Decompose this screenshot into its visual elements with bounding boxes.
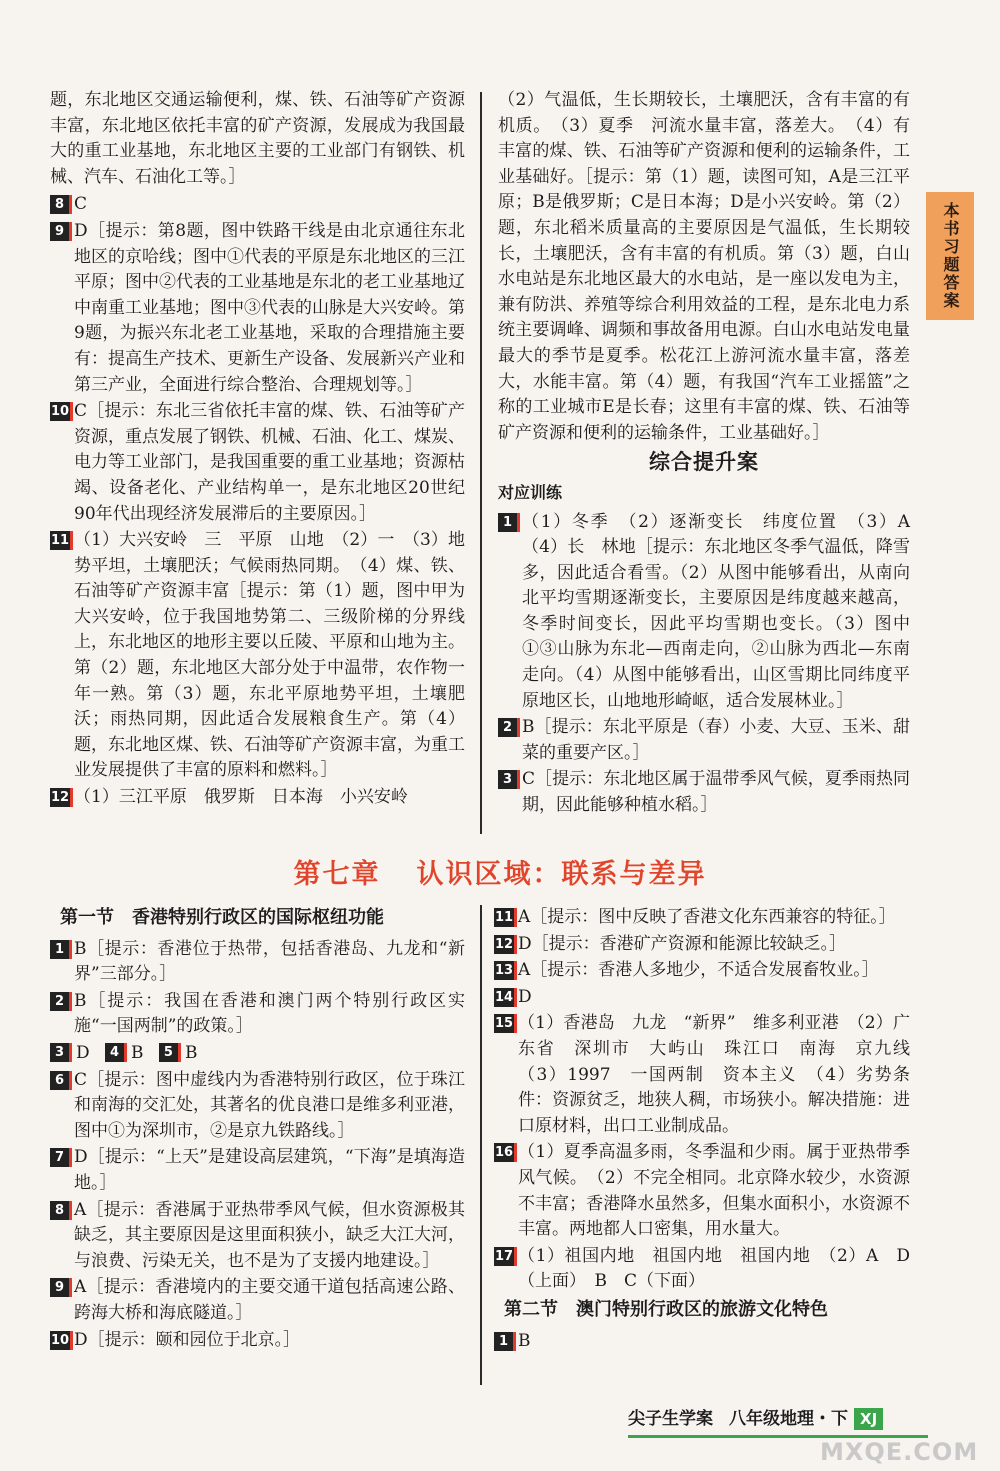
answer-item bbox=[50, 1275, 465, 1326]
answer-item bbox=[498, 510, 927, 715]
question-number: 12 bbox=[50, 788, 73, 807]
answer-text: D bbox=[76, 1042, 90, 1063]
answer-text: （1）夏季高温多雨，冬季温和少雨。属于亚热带季风气候。 （2）不完全相同。北京降水较少，水资源不丰富；香港降水虽然多，但集水面积小，水资源不丰富。两地都人口密集，用水量大。 bbox=[518, 1142, 910, 1240]
answer-text: A［提示：香港人多地少，不适合发展畜牧业。］ bbox=[518, 960, 879, 981]
section-heading: 第一节 香港特别行政区的国际枢纽功能 bbox=[60, 907, 384, 928]
answer-item bbox=[50, 1198, 465, 1275]
page-footer bbox=[628, 1404, 948, 1438]
question-number: 11 bbox=[494, 908, 517, 927]
question-number: 12 bbox=[494, 935, 517, 954]
question-number: 16 bbox=[494, 1143, 517, 1162]
answer-text: B［提示：我国在香港和澳门两个特别行政区实施“一国两制”的政策。］ bbox=[74, 990, 465, 1037]
answer-item bbox=[494, 1140, 910, 1242]
question-number: 1 bbox=[498, 513, 520, 532]
chapter-number: 第七章 bbox=[293, 859, 381, 890]
answer-item bbox=[494, 905, 910, 931]
answer-text: D bbox=[518, 986, 532, 1007]
answer-text: A［提示：香港境内的主要交通干道包括高速公路、跨海大桥和海底隧道。］ bbox=[74, 1277, 465, 1323]
answer-item bbox=[494, 958, 910, 984]
answer-text: A［提示：香港属于亚热带季风气候，但水资源极其缺乏，其主要原因是这里面积狭小，缺乏大江大河，与浪费、污染无关，也不是为了支援内地建设。］ bbox=[74, 1199, 465, 1271]
column-divider-top bbox=[480, 92, 482, 834]
question-number: 10 bbox=[50, 402, 73, 421]
section-title: 综合提升案 bbox=[649, 450, 759, 475]
answer-text: （1）大兴安岭 三 平原 山地 （2）一 （3）地势平坦，土壤肥沃；气候雨热同期。 （4）煤、铁、石油等矿产资源丰富［提示：第（1）题，图中甲为大兴安岭，位于我国地势第二、三级阶梯的分界线上，东北地区的地形主要以丘陵、平原和山地为主。第（2）题，东北地区大部分处于中温带，农作物一年一熟。第（3）题，东北平原地势平坦，土壤肥沃；雨热同期，因此适合发展粮食生产。第（4）题，东北地区煤、铁、石油等矿产资源丰富，为重工业发展提供了丰富的原料和燃料。］ bbox=[74, 530, 465, 781]
question-number: 5 bbox=[159, 1043, 181, 1062]
answer-text: B［提示：东北平原是（春）小麦、大豆、玉米、甜菜的重要产区。］ bbox=[522, 717, 910, 763]
answer-text: D［提示：香港矿产资源和能源比较缺乏。］ bbox=[518, 933, 847, 954]
question-number: 9 bbox=[50, 222, 72, 241]
answer-text: （1）冬季 （2）逐渐变长 纬度位置 （3）A （4）长 林地［提示：东北地区冬季气温低，降雪多，因此适合看雪。（2）从图中能够看出，从南向北平均雪期逐渐变长，主要原因是纬度越来越高，冬季时间变长，因此平均雪期也变长。（3）图中①③山脉为东北—西南走向，②山脉为西北—东南走向。（4）从图中能够看出，山区雪期比同纬度平原地区长，山地地形崎岖，适合发展林业。］ bbox=[522, 511, 927, 711]
question-number: 8 bbox=[50, 195, 72, 214]
answer-item bbox=[50, 219, 465, 398]
answer-item bbox=[494, 932, 910, 958]
answer-text: C［提示：图中虚线内为香港特别行政区，位于珠江和南海的交汇处，其著名的优良港口是维多利亚港，图中①为深圳市，②是京九铁路线。］ bbox=[74, 1069, 465, 1141]
answer-item bbox=[494, 985, 910, 1011]
section-heading: 第二节 澳门特别行政区的旅游文化特色 bbox=[504, 1298, 828, 1320]
question-number: 11 bbox=[50, 531, 73, 550]
answer-text: （1）香港岛 九龙 “新界” 维多利亚港 （2）广东省 深圳市 大屿山 珠江口 南海 京九线 （3）1997 一国两制 资本主义 （4）劣势条件：资源贫乏，地狭人稠，市场狭小。解决措施：进口原材料，出口工业制成品。 bbox=[518, 1013, 927, 1136]
answer-item bbox=[498, 767, 910, 818]
question-number: 2 bbox=[498, 718, 520, 737]
question-number: 9 bbox=[50, 1278, 72, 1297]
answer-text: B bbox=[131, 1042, 144, 1063]
question-number: 2 bbox=[50, 992, 72, 1011]
question-number: 13 bbox=[494, 961, 517, 980]
answer-item bbox=[494, 1011, 927, 1139]
chapter-title bbox=[0, 852, 1000, 891]
lower-right-column bbox=[494, 905, 927, 1355]
answer-item bbox=[50, 1145, 465, 1196]
answer-item bbox=[50, 528, 465, 784]
footer-brand: 尖子生学案 bbox=[628, 1409, 713, 1429]
question-number: 6 bbox=[50, 1071, 72, 1090]
answer-text: D［提示：“上天”是建设高层建筑，“下海”是填海造地。］ bbox=[74, 1147, 465, 1193]
question-number: 4 bbox=[105, 1043, 127, 1062]
continuation-text: 题，东北地区交通运输便利，煤、铁、石油等矿产资源丰富，东北地区依托丰富的矿产资源，发展成为我国最大的重工业基地，东北地区主要的工业部门有钢铁、机械、汽车、石油化工等。］ bbox=[50, 90, 465, 187]
footer-edition: XJ bbox=[854, 1408, 883, 1430]
answer-item bbox=[50, 937, 465, 988]
watermark: MXQE.COM bbox=[820, 1438, 979, 1466]
answer-item bbox=[50, 192, 465, 218]
question-number: 3 bbox=[498, 770, 520, 789]
answer-text: （1）三江平原 俄罗斯 日本海 小兴安岭 bbox=[74, 787, 408, 808]
footer-subject: 八年级地理・下 bbox=[729, 1409, 848, 1429]
upper-left-column bbox=[50, 88, 465, 812]
answer-item bbox=[50, 989, 465, 1040]
answer-text: B bbox=[184, 1042, 198, 1063]
answer-text: D［提示：第8题，图中铁路干线是由北京通往东北地区的京哈线；图中①代表的平原是东北地区的三江平原；图中②代表的工业基地是东北的老工业基地辽中南重工业基地；图中③代表的山脉是大兴安岭。第9题，为振兴东北老工业基地，采取的合理措施主要有：提高生产技术、更新生产设备、发展新兴产业和第三产业，全面进行综合整治、合理规划等。］ bbox=[74, 220, 465, 395]
question-number: 1 bbox=[494, 1332, 516, 1351]
question-number: 1 bbox=[50, 940, 72, 959]
lower-left-column bbox=[50, 905, 465, 1354]
question-number: 17 bbox=[494, 1247, 517, 1266]
question-number: 15 bbox=[494, 1014, 517, 1033]
column-divider-bottom bbox=[480, 905, 482, 1385]
answer-text: B［提示：香港位于热带，包括香港岛、九龙和“新界”三部分。］ bbox=[74, 938, 465, 985]
answer-text: A［提示：图中反映了香港文化东西兼容的特征。］ bbox=[518, 907, 896, 927]
question-number: 3 bbox=[50, 1043, 72, 1062]
answer-text: （1）祖国内地 祖国内地 祖国内地 （2）A D（上面） B C（下面） bbox=[518, 1245, 910, 1292]
answer-text: B bbox=[518, 1330, 531, 1351]
side-tab-answers: 本书习题答案 bbox=[926, 192, 974, 320]
answer-item bbox=[50, 1328, 465, 1354]
question-number: 8 bbox=[50, 1201, 72, 1220]
answer-item bbox=[498, 715, 910, 766]
question-number: 14 bbox=[494, 988, 517, 1007]
answer-item bbox=[50, 1068, 465, 1145]
answer-text: C［提示：东北地区属于温带季风气候，夏季雨热同期，因此能够种植水稻。］ bbox=[522, 769, 910, 816]
sub-title: 对应训练 bbox=[498, 482, 563, 502]
question-number: 7 bbox=[50, 1148, 72, 1167]
chapter-name: 认识区域：联系与差异 bbox=[416, 859, 707, 890]
question-number: 10 bbox=[50, 1331, 73, 1350]
continuation-text: （2）气温低，生长期较长，土壤肥沃，含有丰富的有机质。 （3）夏季 河流水量丰富，落差大。 （4）有丰富的煤、铁、石油等矿产资源和便利的运输条件，工业基础好。［提示：第（1）题，读图可知，A是三江平原；B是俄罗斯；C是日本海；D是小兴安岭。第（2）题，东北稻米质量高的主要原因是气温低，生长期较长，土壤肥沃，含有丰富的有机质。第（3）题，白山水电站是东北地区最大的水电站，是一座以发电为主，兼有防洪、养殖等综合利用效益的工程，是东北电力系统主要调峰、调频和事故备用电源。白山水电站发电量最大的季节是夏季。松花江上游河流水量丰富，落差大，水能丰富。第（4）题，有我国“汽车工业摇篮”之称的工业城市E是长春；这里有丰富的煤、铁、石油等矿产资源和便利的运输条件，工业基础好。］ bbox=[498, 90, 910, 443]
upper-right-column bbox=[498, 88, 927, 820]
answer-item bbox=[50, 785, 465, 811]
answer-text: C［提示：东北三省依托丰富的煤、铁、石油等矿产资源，重点发展了钢铁、机械、石油、化工、煤炭、电力等工业部门，是我国重要的重工业基地；资源枯竭、设备老化、产业结构单一，是东北地区20世纪90年代出现经济发展滞后的主要原因。］ bbox=[74, 401, 465, 524]
answer-item bbox=[494, 1244, 910, 1295]
answer-row-inline bbox=[50, 1041, 465, 1067]
answer-item bbox=[50, 399, 465, 527]
answer-text: C bbox=[74, 194, 88, 215]
answer-text: D［提示：颐和园位于北京。］ bbox=[74, 1329, 301, 1350]
answer-item bbox=[494, 1329, 910, 1355]
